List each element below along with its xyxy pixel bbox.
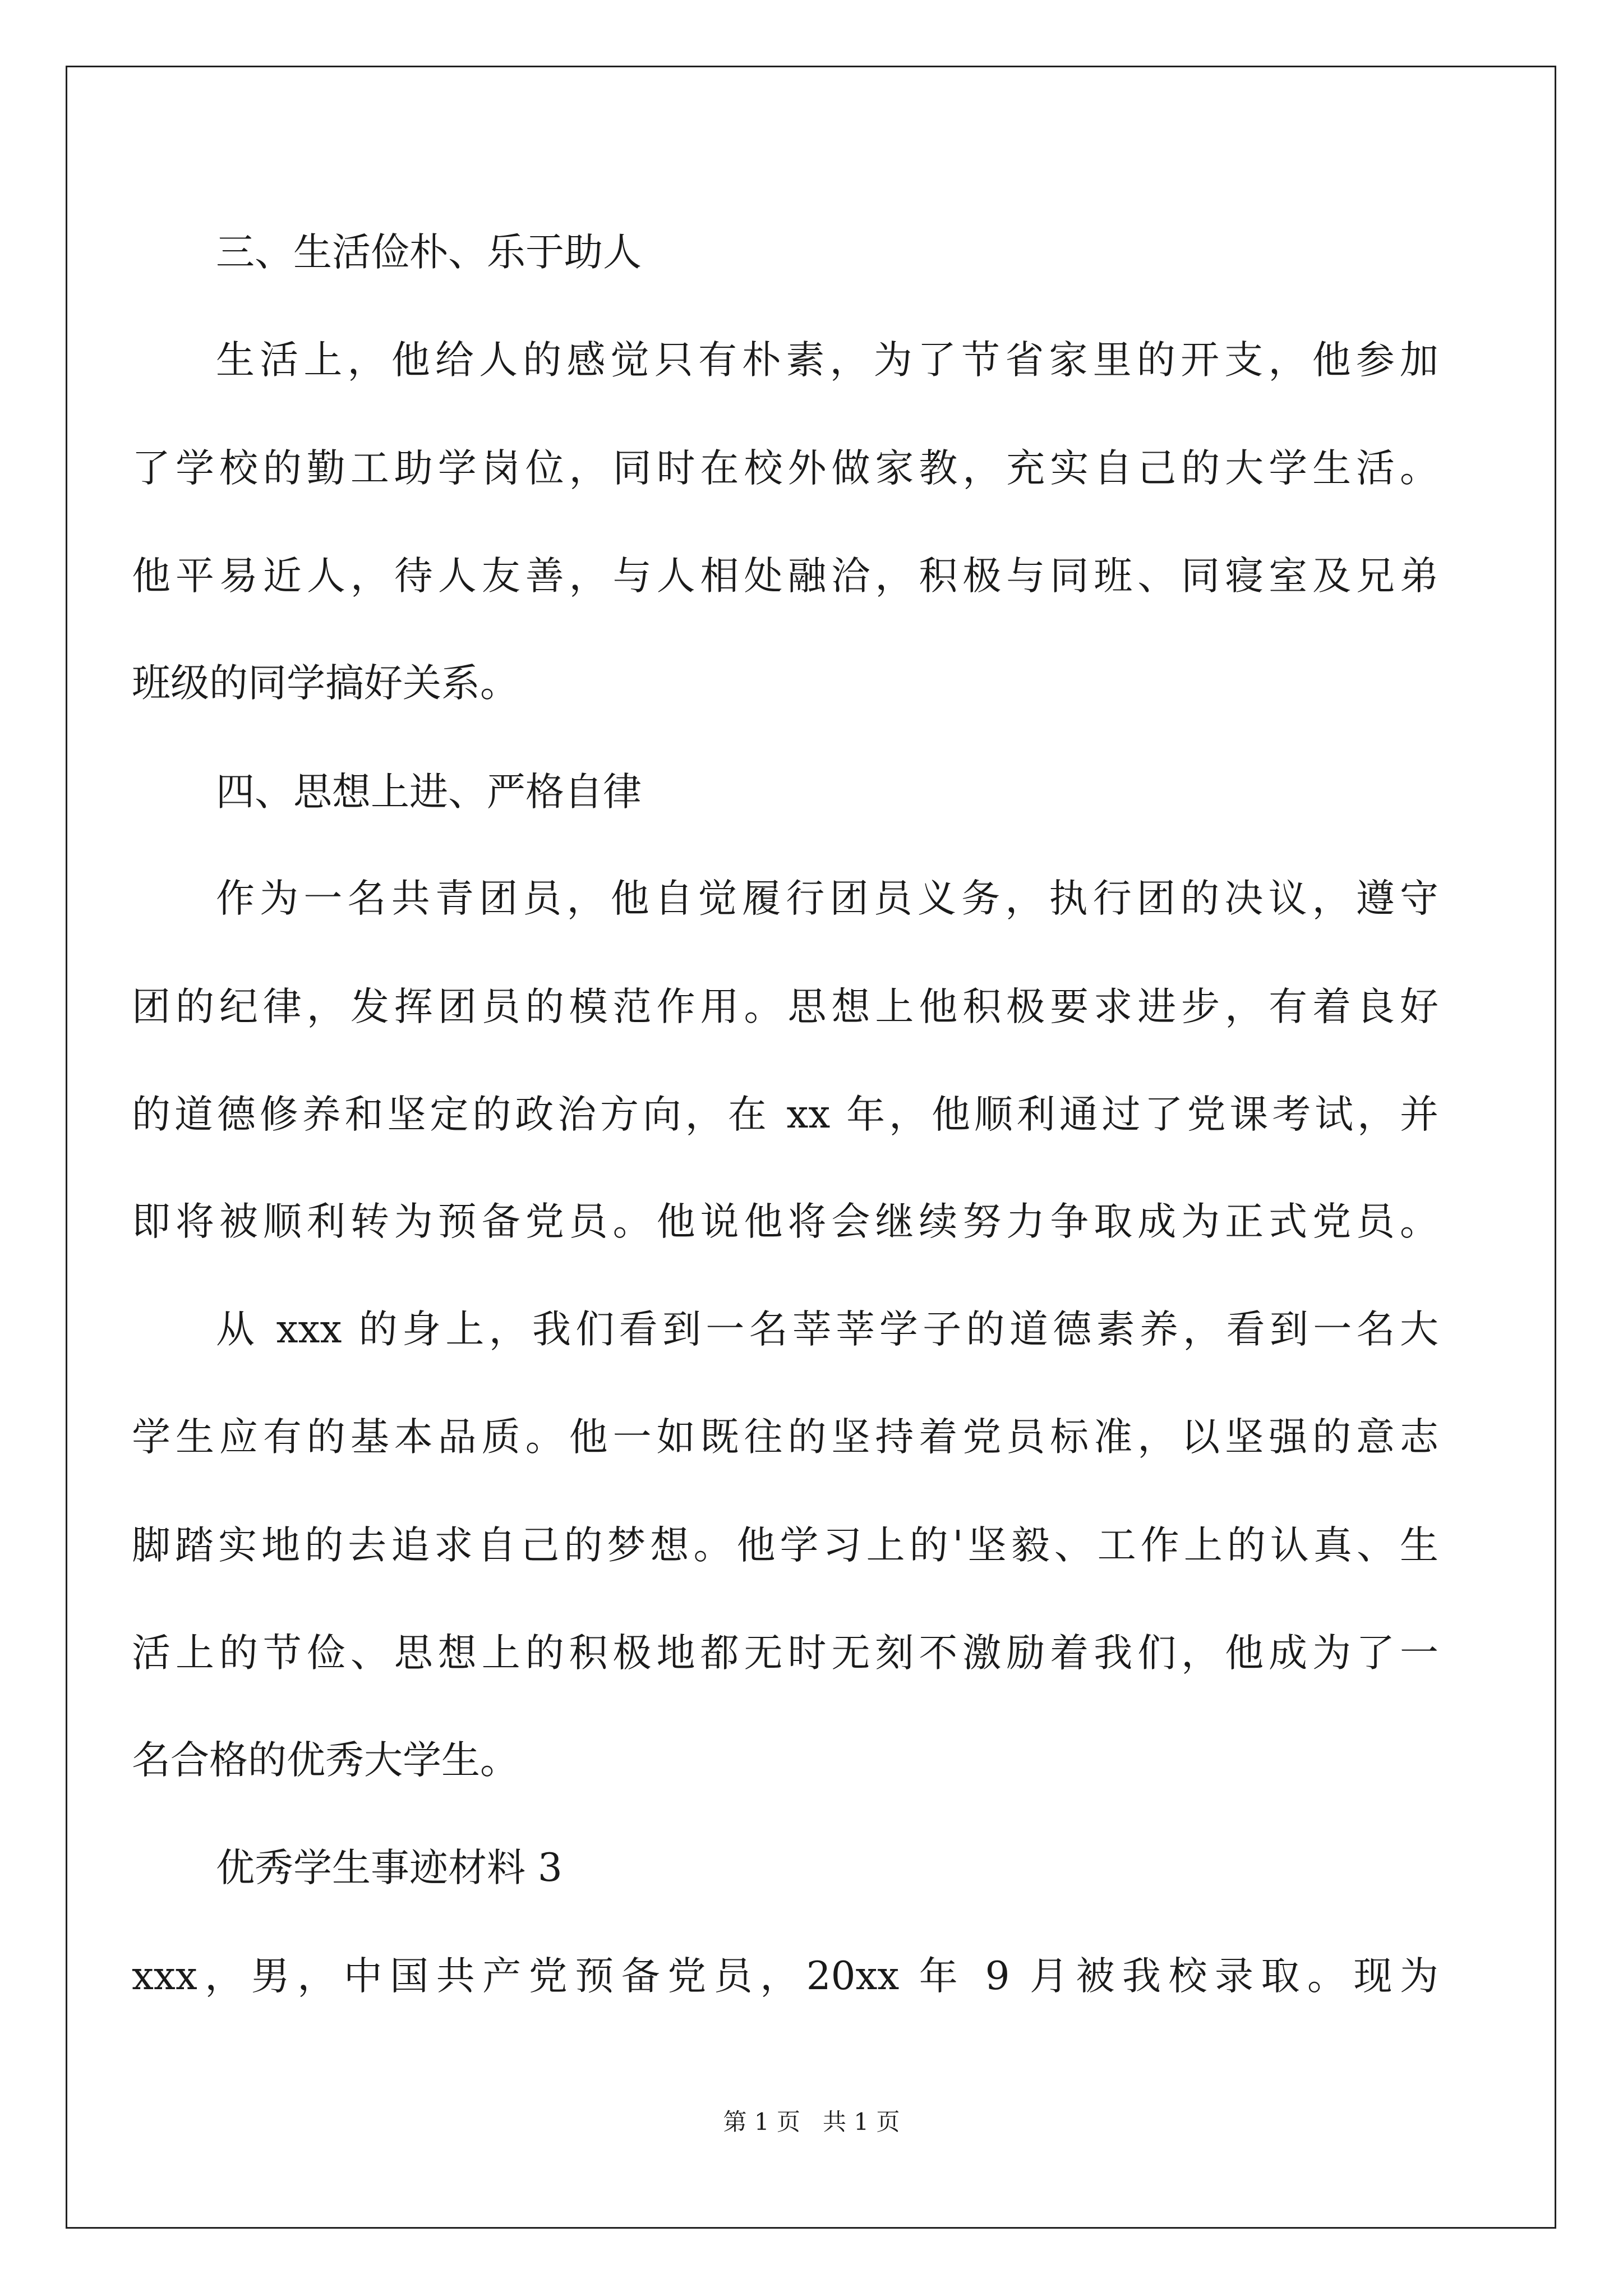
paragraph-line: 活上的节俭、思想上的积极地都无时无刻不激励着我们，他成为了一 [132, 1631, 1438, 1676]
paragraph-line: 作为一名共青团员，他自觉履行团员义务，执行团的决议，遵守 [216, 876, 1438, 921]
section-heading-3: 三、生活俭朴、乐于助人 [216, 230, 642, 275]
paragraph-line: 即将被顺利转为预备党员。他说他将会继续努力争取成为正式党员。 [132, 1199, 1438, 1244]
section-title: 优秀学生事迹材料 3 [216, 1846, 562, 1890]
paragraph-line: 从 xxx 的身上，我们看到一名莘莘学子的道德素养，看到一名大 [216, 1307, 1438, 1352]
paragraph-line: 他平易近人，待人友善，与人相处融洽，积极与同班、同寝室及兄弟 [132, 554, 1438, 599]
paragraph-line: 班级的同学搞好关系。 [132, 661, 519, 706]
paragraph-line: 学生应有的基本品质。他一如既往的坚持着党员标准，以坚强的意志 [132, 1415, 1438, 1460]
paragraph-line: 团的纪律，发挥团员的模范作用。思想上他积极要求进步，有着良好 [132, 984, 1438, 1029]
paragraph-line: 名合格的优秀大学生。 [132, 1738, 519, 1783]
section-heading-4: 四、思想上进、严格自律 [216, 770, 642, 815]
paragraph-line: 了学校的勤工助学岗位，同时在校外做家教，充实自己的大学生活。 [132, 446, 1438, 491]
paragraph-line: 生活上，他给人的感觉只有朴素，为了节省家里的开支，他参加 [216, 338, 1438, 383]
paragraph-line: 脚踏实地的去追求自己的梦想。他学习上的'坚毅、工作上的认真、生 [132, 1523, 1438, 1568]
page-border [66, 66, 1556, 2229]
paragraph-line: 的道德修养和坚定的政治方向，在 xx 年，他顺利通过了党课考试，并 [132, 1092, 1438, 1137]
paragraph-line: xxx，男，中国共产党预备党员，20xx 年 9 月被我校录取。现为 [132, 1954, 1438, 1999]
page-number-footer: 第 1 页 共 1 页 [723, 2108, 900, 2136]
